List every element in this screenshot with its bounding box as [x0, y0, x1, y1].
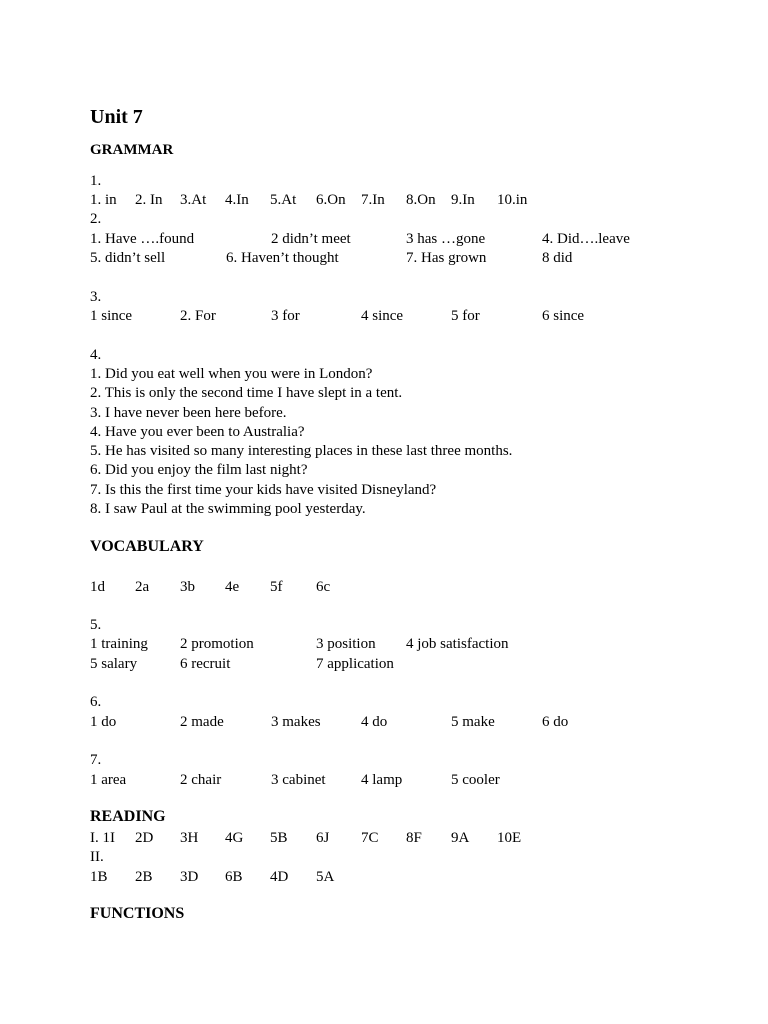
answer-item: 5.At	[270, 192, 297, 208]
grammar-heading: GRAMMAR	[90, 142, 174, 158]
exercise-4-sentence: 6. Did you enjoy the film last night?	[90, 462, 308, 478]
exercise-4-sentence: 5. He has visited so many interesting places in these last three months.	[90, 443, 513, 459]
exercise-4-sentence: 1. Did you eat well when you were in London?	[90, 366, 373, 382]
answer-item: 4.In	[225, 192, 249, 208]
exercise-1-answers	[90, 190, 550, 210]
answer-item: 1 training	[90, 636, 148, 652]
answer-item: 4 do	[361, 714, 388, 730]
answer-item: 10E	[497, 830, 522, 846]
answer-item: 5B	[270, 830, 288, 846]
answer-item: 6 since	[542, 308, 585, 324]
answer-item: 5 for	[451, 308, 480, 324]
answer-item: 2 didn’t meet	[271, 231, 351, 247]
answer-item: 4e	[225, 579, 240, 595]
answer-item: 2. For	[180, 308, 216, 324]
answer-item: 4D	[270, 869, 289, 885]
answer-item: 6. Haven’t thought	[226, 250, 339, 266]
exercise-2-number: 2.	[90, 211, 102, 227]
answer-item: 3 for	[271, 308, 300, 324]
answer-item: 2 promotion	[180, 636, 254, 652]
exercise-4-number: 4.	[90, 347, 102, 363]
exercise-4-sentence: 8. I saw Paul at the swimming pool yesterday.	[90, 501, 366, 517]
answer-item: 6.On	[316, 192, 346, 208]
answer-item: 1 since	[90, 308, 133, 324]
answer-item: 10.in	[497, 192, 528, 208]
answer-item: 7. Has grown	[406, 250, 487, 266]
answer-item: 2B	[135, 869, 153, 885]
answer-item: 1. Have ….found	[90, 231, 195, 247]
exercise-2-row	[90, 248, 650, 268]
answer-item: 1 do	[90, 714, 117, 730]
answer-item: 2D	[135, 830, 154, 846]
answer-item: 9.In	[451, 192, 475, 208]
answer-item: 2 chair	[180, 772, 222, 788]
exercise-7-answers	[90, 770, 550, 790]
page-title: Unit 7	[90, 106, 143, 128]
exercise-2-row	[90, 229, 650, 249]
answer-item: 4 since	[361, 308, 404, 324]
answer-item: 3 has …gone	[406, 231, 486, 247]
exercise-7-number: 7.	[90, 752, 102, 768]
answer-item: 5 salary	[90, 656, 138, 672]
exercise-5-number: 5.	[90, 617, 102, 633]
functions-heading: FUNCTIONS	[90, 905, 185, 922]
reading-part-1-answers	[90, 828, 550, 848]
answer-item: 4 job satisfaction	[406, 636, 509, 652]
answer-item: 3 makes	[271, 714, 321, 730]
answer-item: I. 1I	[90, 830, 115, 846]
answer-item: 3 cabinet	[271, 772, 326, 788]
answer-item: 7C	[361, 830, 379, 846]
answer-item: 5f	[270, 579, 283, 595]
exercise-4-sentence: 4. Have you ever been to Australia?	[90, 424, 305, 440]
answer-item: 1B	[90, 869, 108, 885]
answer-item: 2. In	[135, 192, 163, 208]
answer-item: 2a	[135, 579, 150, 595]
answer-item: 3D	[180, 869, 199, 885]
vocabulary-heading: VOCABULARY	[90, 538, 204, 555]
exercise-3-number: 3.	[90, 289, 102, 305]
vocabulary-matching	[90, 577, 390, 597]
exercise-4-sentence: 7. Is this the first time your kids have visited Disneyland?	[90, 482, 437, 498]
reading-heading: READING	[90, 808, 166, 825]
exercise-5-row	[90, 634, 590, 654]
answer-item: 8.On	[406, 192, 436, 208]
answer-item: 5 cooler	[451, 772, 500, 788]
answer-item: 6 do	[542, 714, 569, 730]
answer-item: 5A	[316, 869, 335, 885]
answer-item: 1 area	[90, 772, 127, 788]
exercise-1-number: 1.	[90, 173, 102, 189]
answer-item: 3.At	[180, 192, 207, 208]
answer-item: 5 make	[451, 714, 495, 730]
exercise-4-sentence: 3. I have never been here before.	[90, 405, 287, 421]
answer-item: 1. in	[90, 192, 117, 208]
answer-item: 8 did	[542, 250, 573, 266]
reading-part-2-label: II.	[90, 849, 104, 865]
reading-part-2-answers	[90, 867, 390, 887]
answer-item: 5. didn’t sell	[90, 250, 166, 266]
answer-item: 4G	[225, 830, 244, 846]
exercise-6-number: 6.	[90, 694, 102, 710]
answer-item: 4 lamp	[361, 772, 403, 788]
answer-item: 6c	[316, 579, 331, 595]
answer-item: 1d	[90, 579, 105, 595]
answer-item: 3H	[180, 830, 199, 846]
answer-item: 3 position	[316, 636, 376, 652]
answer-item: 8F	[406, 830, 422, 846]
answer-item: 6B	[225, 869, 243, 885]
exercise-5-row	[90, 654, 590, 674]
answer-item: 4. Did….leave	[542, 231, 630, 247]
answer-item: 3b	[180, 579, 195, 595]
exercise-6-answers	[90, 712, 650, 732]
answer-item: 7.In	[361, 192, 385, 208]
answer-item: 6J	[316, 830, 330, 846]
answer-item: 2 made	[180, 714, 224, 730]
answer-item: 7 application	[316, 656, 394, 672]
exercise-3-answers	[90, 306, 650, 326]
answer-item: 9A	[451, 830, 470, 846]
answer-item: 6 recruit	[180, 656, 231, 672]
exercise-4-sentence: 2. This is only the second time I have slept in a tent.	[90, 385, 403, 401]
